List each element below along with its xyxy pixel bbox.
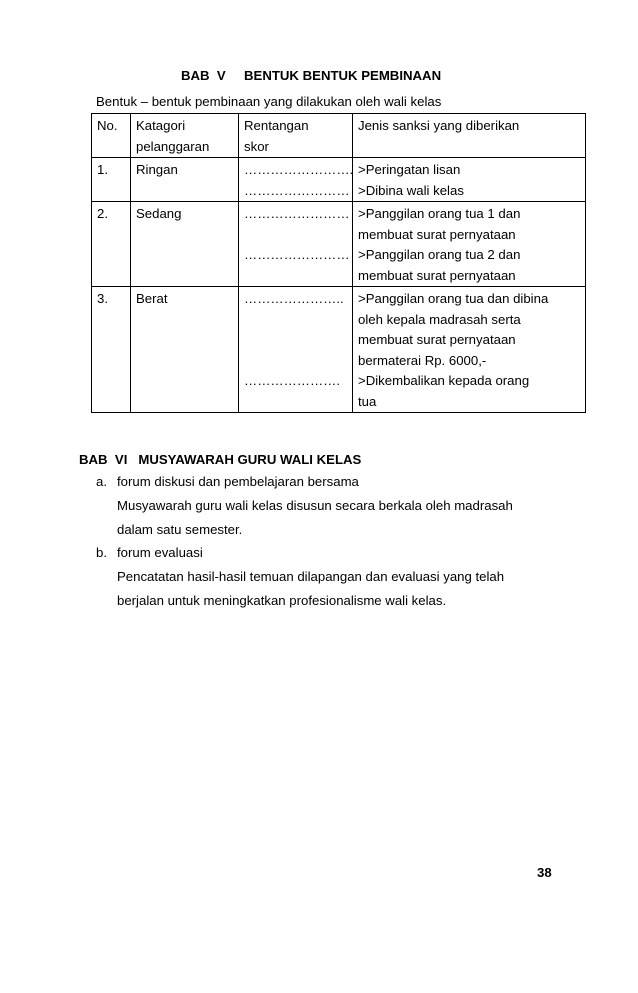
sanction-table: [91, 113, 586, 413]
table-row: [92, 202, 586, 287]
row-sanksi: >Panggilan orang tua 1 dan membuat surat pernyataan >Panggilan orang tua 2 dan membuat surat pernyataan: [353, 202, 586, 287]
header-rentangan: Rentangan skor: [239, 114, 353, 158]
row-sanksi: >Panggilan orang tua dan dibina oleh kepala madrasah serta membuat surat pernyataan bermaterai Rp. 6000,- >Dikembalikan kepada orang tua: [353, 287, 586, 413]
item-a-title: forum diskusi dan pembelajaran bersama: [117, 474, 359, 489]
item-b-title: forum evaluasi: [117, 545, 203, 560]
chapter-5-title: BAB V BENTUK BENTUK PEMBINAAN: [181, 68, 442, 83]
item-a-text-line2: dalam satu semester.: [117, 522, 243, 537]
row-no: 3.: [92, 287, 131, 413]
row-kategori: Ringan: [131, 158, 239, 202]
item-b-text-line1: Pencatatan hasil-hasil temuan dilapangan dan evaluasi yang telah: [117, 569, 505, 584]
table-row: [92, 287, 586, 413]
item-b-label: b.: [96, 545, 107, 560]
header-kategori: Katagori pelanggaran: [131, 114, 239, 158]
chapter-6-title: BAB VI MUSYAWARAH GURU WALI KELAS: [79, 452, 362, 467]
row-no: 1.: [92, 158, 131, 202]
item-a-text-line1: Musyawarah guru wali kelas disusun secara berkala oleh madrasah: [117, 498, 513, 513]
header-no: No.: [92, 114, 131, 158]
row-skor: ………………….. ………………….: [239, 287, 353, 413]
item-a-label: a.: [96, 474, 107, 489]
row-sanksi: >Peringatan lisan >Dibina wali kelas: [353, 158, 586, 202]
item-b-text-line2: berjalan untuk meningkatkan profesionalisme wali kelas.: [117, 593, 447, 608]
table-row: [92, 158, 586, 202]
chapter-5-intro: Bentuk – bentuk pembinaan yang dilakukan oleh wali kelas: [96, 94, 442, 109]
row-kategori: Berat: [131, 287, 239, 413]
row-no: 2.: [92, 202, 131, 287]
row-skor: …………………… ……………………: [239, 202, 353, 287]
table-header-row: [92, 114, 586, 158]
header-sanksi: Jenis sanksi yang diberikan: [353, 114, 586, 158]
row-kategori: Sedang: [131, 202, 239, 287]
page-number: 38: [537, 865, 552, 880]
row-skor: ……………………. ……………………: [239, 158, 353, 202]
